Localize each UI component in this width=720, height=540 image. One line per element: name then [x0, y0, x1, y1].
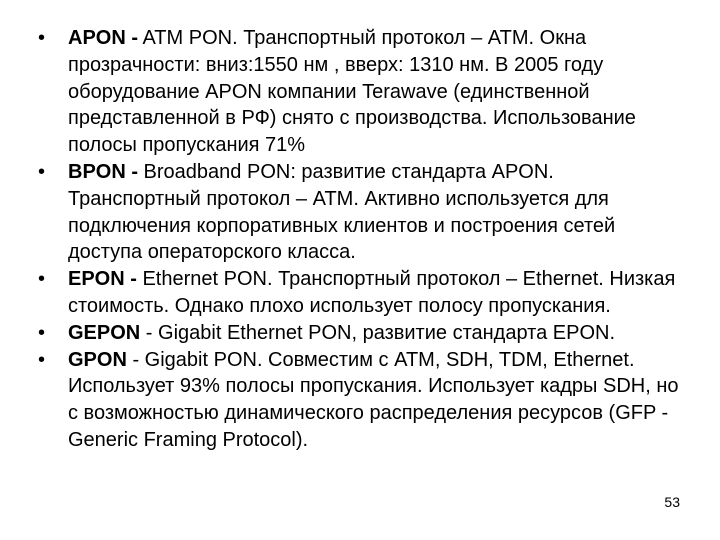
term-bpon: BPON -: [68, 160, 138, 183]
bullet-dot-icon: •: [38, 160, 46, 183]
bullet-item-apon: [38, 25, 688, 159]
bullet-dot-icon: •: [38, 321, 46, 344]
description-apon: ATM PON. Транспортный протокол – ATM. Окна прозрачности: вниз:1550 нм , вверх: 1310 нм. В 2005 году оборудование APON компании Terawave (единственной представленной в РФ) снято с производства. Использование полосы пропускания 71%: [68, 27, 636, 157]
description-gepon: - Gigabit Ethernet PON, развитие стандарта EPON.: [140, 321, 615, 344]
bullet-item-bpon: [38, 159, 688, 266]
bullet-item-gpon: [38, 347, 688, 454]
description-gpon: - Gigabit PON. Совместим с ATM, SDH, TDM, Ethernet. Использует 93% полосы пропускания. Использует кадры SDH, но с возможностью динамического распределения ресурсов (GFP - Generic Framing Protocol).: [68, 348, 679, 451]
term-gepon: GEPON: [68, 321, 141, 344]
bullet-list: [38, 25, 688, 454]
description-epon: Ethernet PON. Транспортный протокол – Ethernet. Низкая стоимость. Однако плохо использует полосу пропускания.: [68, 268, 676, 317]
bullet-item-epon: [38, 266, 688, 320]
bullet-dot-icon: •: [38, 268, 46, 291]
bullet-item-gepon: [38, 320, 688, 347]
term-apon: APON -: [68, 27, 138, 49]
bullet-dot-icon: •: [38, 27, 46, 49]
bullet-dot-icon: •: [38, 348, 46, 371]
term-epon: EPON -: [68, 268, 137, 291]
page-number: 53: [664, 494, 680, 510]
description-bpon: Broadband PON: развитие стандарта APON. Транспортный протокол – ATM. Активно используется для подключения корпоративных клиентов и построения сетей доступа операторского класса.: [68, 160, 616, 264]
term-gpon: GPON: [68, 348, 127, 371]
